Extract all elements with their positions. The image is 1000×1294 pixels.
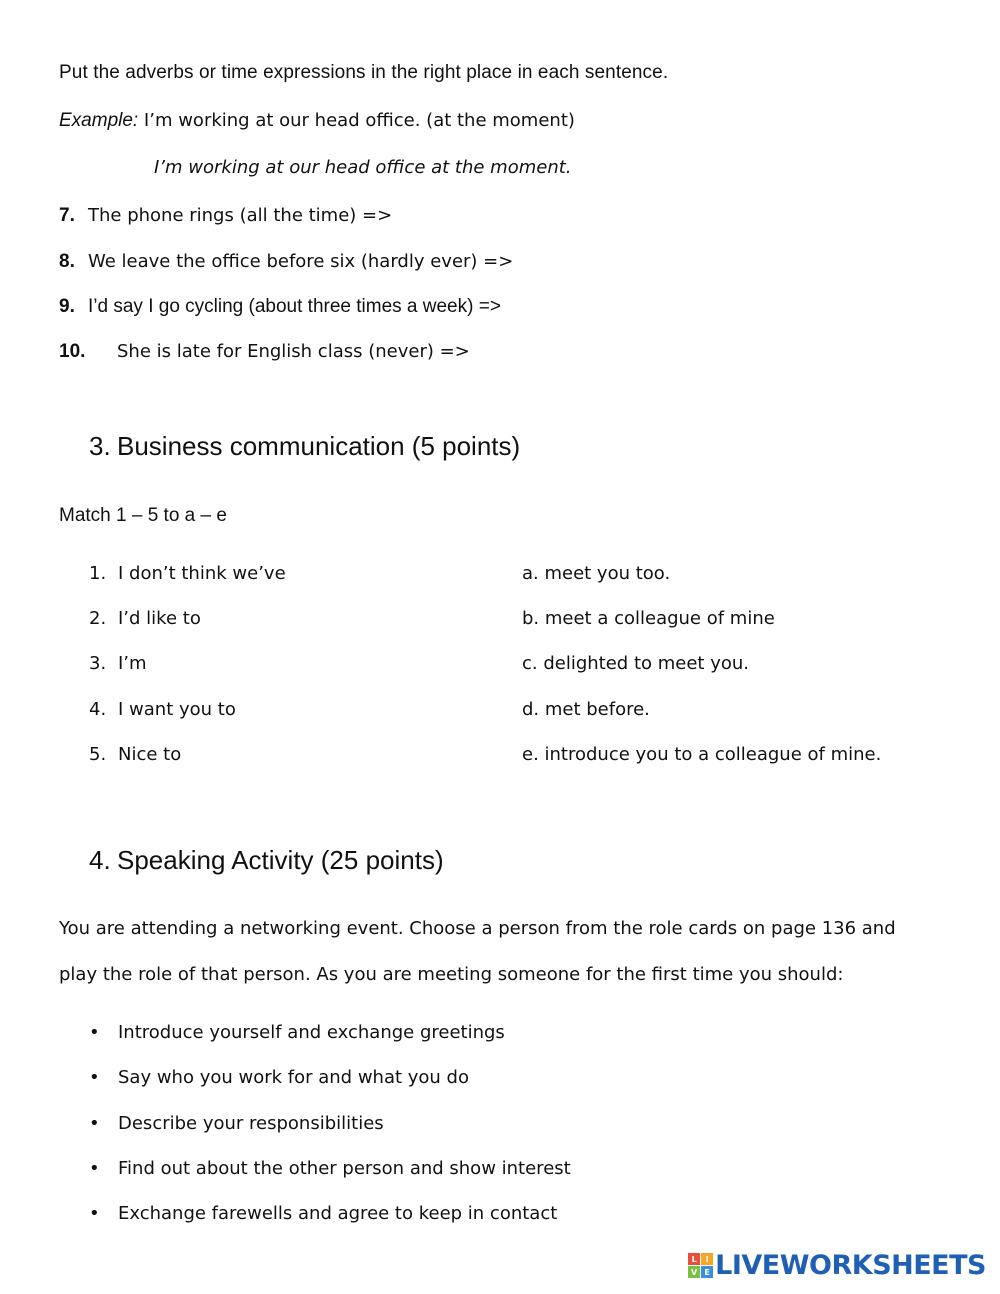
match-left-number: 1. [89,563,107,584]
question-10 [59,341,470,363]
bullet-icon: • [89,1113,100,1134]
match-left-number: 2. [89,608,107,629]
bullet-item [89,1158,571,1179]
logo-grid-icon [688,1253,713,1278]
section-number: 3. [89,431,111,461]
question-text: The phone rings (all the time) => [88,205,393,226]
match-left-item [89,653,147,674]
match-title: Match 1 – 5 to a – e [59,505,227,526]
match-left-text: I’m [118,653,147,674]
bullet-icon: • [89,1203,100,1224]
logo-cell: V [688,1266,700,1278]
question-number: 7. [59,205,75,226]
match-left-number: 5. [89,744,107,765]
match-left-item [89,699,236,720]
match-left-item [89,563,286,584]
bullet-text: Say who you work for and what you do [118,1067,469,1088]
question-text: We leave the office before six (hardly ever) => [88,251,514,272]
section-number: 4. [89,845,111,875]
bullet-icon: • [89,1067,100,1088]
bullet-item [89,1203,558,1224]
match-left-item [89,608,201,629]
example-label: Example: [59,110,139,131]
bullet-item [89,1113,384,1134]
match-left-item [89,744,182,765]
question-9 [59,296,501,318]
question-number: 10. [59,341,86,362]
question-8 [59,251,514,273]
match-left-text: Nice to [118,744,182,765]
bullet-text: Introduce yourself and exchange greetings [118,1022,505,1043]
section-4-heading [89,845,444,876]
match-left-number: 4. [89,699,107,720]
section-title: Speaking Activity (25 points) [117,845,444,875]
paragraph-line-2: play the role of that person. As you are meeting someone for the first time you should: [59,964,844,985]
match-right-item: d. met before. [522,699,650,720]
section-title: Business communication (5 points) [117,431,521,461]
logo-cell: I [701,1253,713,1265]
bullet-icon: • [89,1022,100,1043]
question-text: I’d say I go cycling (about three times a week) => [88,296,501,317]
example-line [59,110,575,132]
match-right-item: a. meet you too. [522,563,671,584]
logo-cell: E [701,1266,713,1278]
question-7 [59,205,393,227]
question-number: 9. [59,296,75,317]
bullet-text: Find out about the other person and show interest [118,1158,571,1179]
liveworksheets-logo [688,1250,986,1281]
instruction-text: Put the adverbs or time expressions in the right place in each sentence. [59,62,669,83]
bullet-text: Describe your responsibilities [118,1113,384,1134]
bullet-item [89,1022,505,1043]
example-answer: I’m working at our head office at the moment. [154,157,572,178]
logo-cell: L [688,1253,700,1265]
match-left-text: I don’t think we’ve [118,563,286,584]
bullet-item [89,1067,469,1088]
logo-text: LIVEWORKSHEETS [715,1250,986,1281]
bullet-icon: • [89,1158,100,1179]
question-text: She is late for English class (never) => [117,341,470,362]
paragraph-line-1: You are attending a networking event. Choose a person from the role cards on page 136 and [59,918,896,939]
match-right-item: b. meet a colleague of mine [522,608,775,629]
match-left-text: I want you to [118,699,236,720]
match-right-item: c. delighted to meet you. [522,653,750,674]
match-left-number: 3. [89,653,107,674]
bullet-text: Exchange farewells and agree to keep in contact [118,1203,558,1224]
example-sentence: I’m working at our head office. (at the moment) [138,110,575,131]
section-3-heading [89,431,520,462]
match-right-item: e. introduce you to a colleague of mine. [522,744,882,765]
match-left-text: I’d like to [118,608,201,629]
question-number: 8. [59,251,75,272]
